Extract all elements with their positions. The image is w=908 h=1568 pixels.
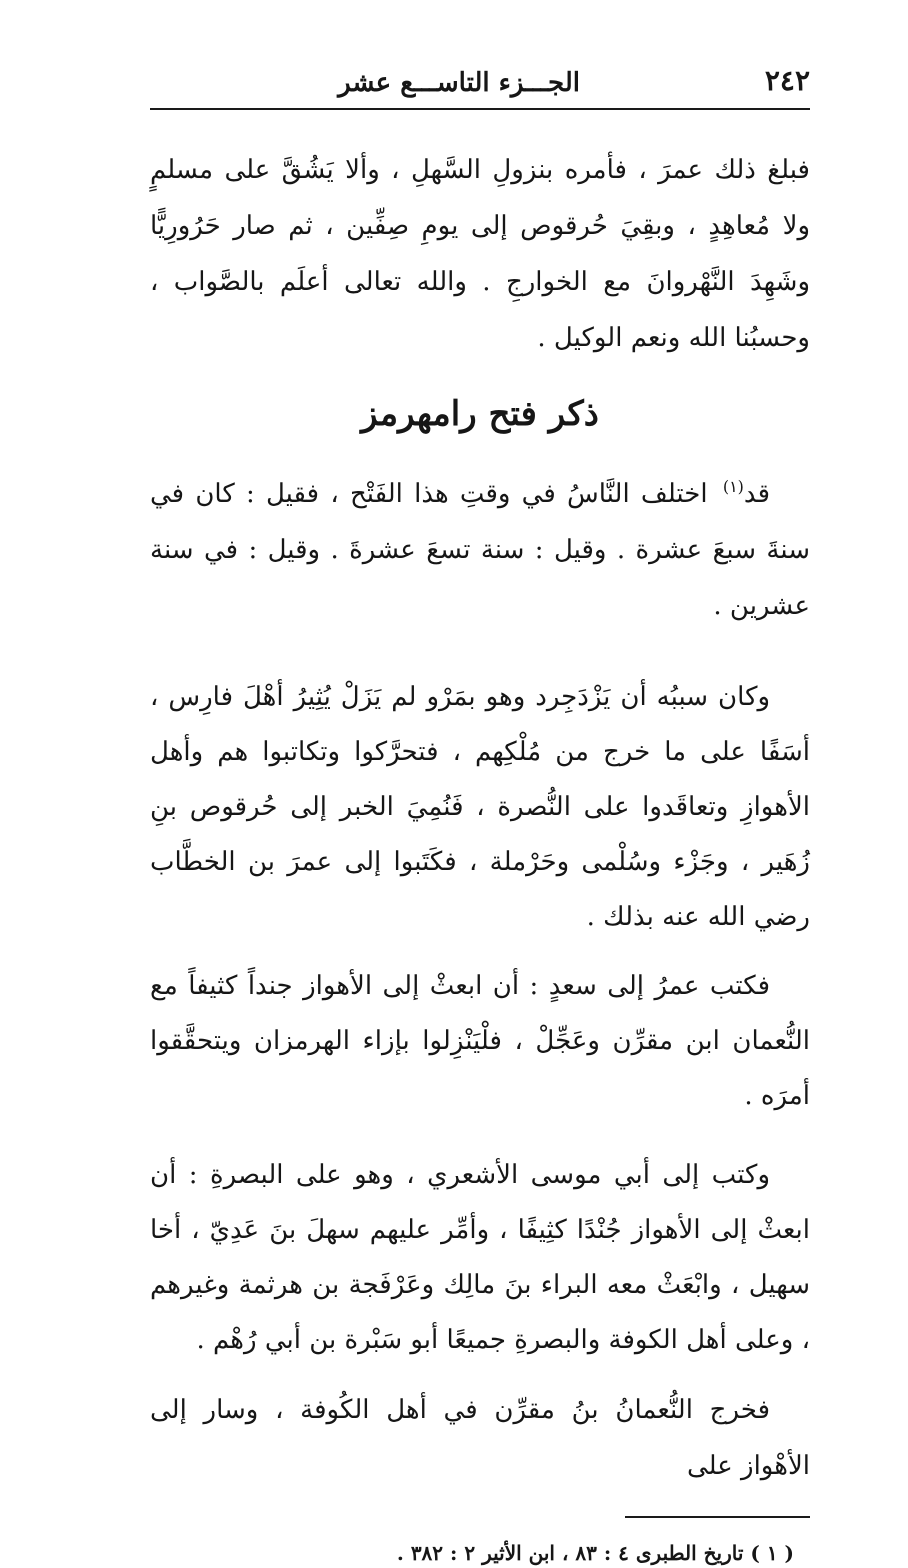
paragraph-2-text: اختلف النَّاسُ في وقتِ هذا الفَتْح ، فقيل : كان في سنةَ سبعَ عشرة . وقيل : سنة تسعَ عشرةَ . وقيل : في سنة عشرين . bbox=[150, 479, 810, 621]
paragraph-1: فبلغ ذلك عمرَ ، فأمره بنزولِ السَّهلِ ، وألا يَشُقَّ على مسلمٍ ولا مُعاهِدٍ ، وبقِيَ حُرقوص إلى يومِ صِفِّين ، ثم صار حَرُورِيًّا وشَهِدَ النَّهْروانَ مع الخوارجِ . والله تعالى أعلَم بالصَّواب ، وحسبُنا الله ونعم الوكيل . bbox=[150, 155, 810, 353]
page-number: ٢٤٢ bbox=[764, 64, 810, 97]
footnote: ( ١ ) تاريخ الطبرى ٤ : ٨٣ ، ابن الأثير ٢ : ٣٨٢ . bbox=[396, 1541, 794, 1565]
paragraph-4: فكتب عمرُ إلى سعدٍ : أن ابعثْ إلى الأهواز جنداً كثيفاً مع النُّعمان ابن مقرِّن وعَجِّلْ ، فلْيَنْزِلوا بإزاء الهرمزان ويتحقَّقوا أمرَه . bbox=[150, 971, 810, 1111]
paragraph-2-lead: قد bbox=[743, 479, 770, 509]
paragraph-3: وكان سببُه أن يَزْدَجِرد وهو بمَرْو لم يَزَلْ يُثِيرُ أهْلَ فارِس ، أسَفًا على ما خرج من مُلْكِهم ، فتحرَّكوا وتكاتبوا هم وأهل الأهوازِ وتعاقَدوا على النُّصرة ، فَنُمِيَ الخبر إلى حُرقوص بنِ زُهَير ، وجَزْء وسُلْمى وحَرْملة ، فكَتَبوا إلى عمرَ بن الخطَّاب رضي الله عنه بذلك . bbox=[150, 682, 810, 932]
section-heading: ذكر فتح رامهرمز bbox=[361, 394, 599, 434]
running-head bbox=[150, 60, 810, 110]
paragraph-5: وكتب إلى أبي موسى الأشعري ، وهو على البصرةِ : أن ابعثْ إلى الأهواز جُنْدًا كثِيفًا ، وأمِّر عليهم سهلَ بنَ عَدِيّ ، أخا سهيل ، وابْعَثْ معه البراء بنَ مالِك وعَرْفَجة بن هرثمة وغيرهم ، وعلى أهل الكوفة والبصرةِ جميعًا أبو سَبْرة بن أبي رُهْم . bbox=[150, 1160, 810, 1355]
paragraph-2 bbox=[150, 466, 810, 634]
footnote-rule bbox=[625, 1516, 810, 1518]
footnote-reference: (١) bbox=[722, 477, 744, 497]
running-title: الجـــزء التاســـع عشر bbox=[338, 68, 580, 98]
body-text bbox=[150, 142, 810, 1494]
book-page bbox=[150, 60, 810, 1568]
paragraph-6: فخرج النُّعمانُ بنُ مقرِّن في أهل الكُوفة ، وسار إلى الأهْواز على bbox=[150, 1395, 810, 1481]
